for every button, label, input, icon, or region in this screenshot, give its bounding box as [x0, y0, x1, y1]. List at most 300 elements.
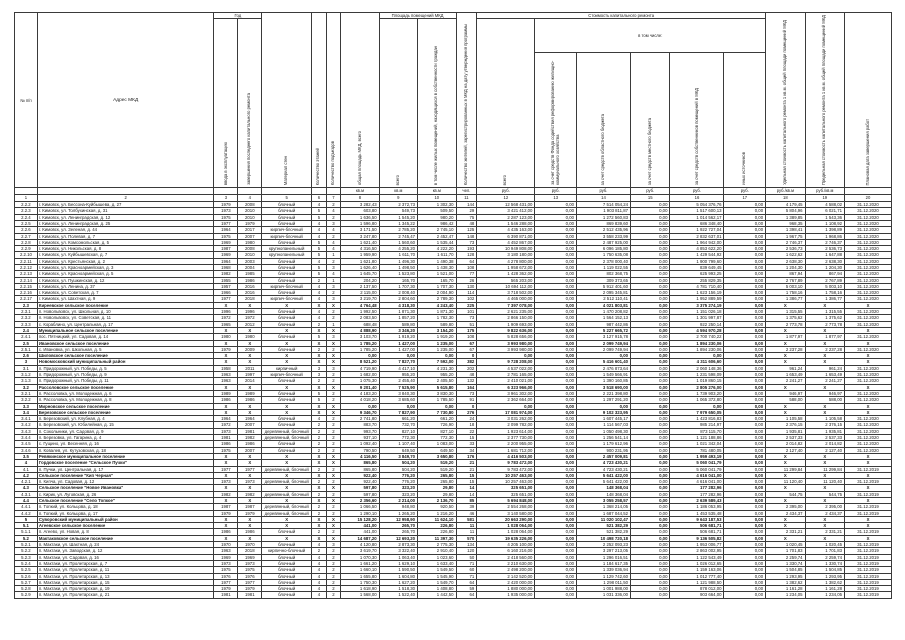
table-cell: 3 421 412,00 [477, 208, 535, 214]
table-cell: 5 227 665,72 [576, 327, 630, 333]
table-cell: блочный [262, 346, 312, 352]
address-cell: п. Рассоловка, ул. Молодежная, д. 6 [37, 390, 214, 396]
table-cell: X [262, 535, 312, 541]
table-cell: 0,00 [535, 290, 577, 296]
table-cell: 1977 [238, 579, 262, 585]
table-cell: 1 256 541,14 [576, 435, 630, 441]
table-cell: 1963 [214, 378, 238, 384]
table-cell: 1975 [214, 567, 238, 573]
table-cell: 1 655,80 [341, 573, 379, 579]
table-cell: 0,00 [724, 523, 766, 529]
table-cell: 2 [326, 510, 341, 516]
table-cell: 48 [456, 220, 477, 226]
address-cell: п. Придорожный, ул. Победы, д. 5 [37, 365, 214, 371]
table-cell: 0,00 [631, 340, 670, 346]
table-cell: 1987 [214, 246, 238, 252]
vertical-header: в том числе жилых помещений, находящихся в собственности граждан [433, 45, 439, 186]
table-cell: 0,00 [535, 340, 577, 346]
table-cell: крупнопанельный [262, 252, 312, 258]
table-cell: 0,00 [631, 309, 670, 315]
table-cell: 873 115,70 [670, 428, 724, 434]
table-cell: кирпич-блочный [262, 227, 312, 233]
table-cell: 6 096 185,80 [576, 246, 630, 252]
vertical-header: за счет средств собственников помещений в МКД [693, 87, 699, 186]
address-cell: Гордовское поселение "Сельское Пучки" [37, 460, 214, 466]
row-number-cell: 4.3 [15, 485, 38, 491]
row-number-cell: 2.2.17 [15, 296, 38, 302]
table-cell: 309 373,65 [576, 277, 630, 283]
table-cell: 165,70 [418, 277, 456, 283]
table-cell: 2011 [238, 365, 262, 371]
table-cell: блочный [262, 567, 312, 573]
table-cell: 0,00 [631, 384, 670, 390]
table-cell: 0,00 [535, 403, 577, 409]
table-cell: 4 255,20 [379, 246, 417, 252]
table-cell: 31.12.2020 [845, 271, 892, 277]
table-cell: 0 [456, 353, 477, 359]
table-cell: X [214, 340, 238, 346]
table-cell: X [312, 327, 327, 333]
table-cell: 1 075,30 [341, 378, 379, 384]
table-cell: 1 621,40 [341, 239, 379, 245]
table-cell: X [766, 409, 805, 415]
table-cell: 2 [312, 428, 327, 434]
table-cell: 2 457 009,81 [576, 453, 630, 459]
table-cell: 4 [312, 296, 327, 302]
table-cell: 4 021 803,81 [576, 302, 630, 308]
table-cell: 2 137,50 [341, 283, 379, 289]
table-cell: 0,00 [535, 529, 577, 535]
table-cell: 3 180 180,00 [477, 252, 535, 258]
table-cell: 4 [312, 542, 327, 548]
unit-cell: руб. [670, 188, 724, 195]
table-cell: 0,00 [724, 460, 766, 466]
address-cell: Агеевское сельское поселение [37, 523, 214, 529]
table-cell: 1 992,50 [341, 309, 379, 315]
table-cell: X [238, 327, 262, 333]
table-cell: 3 [312, 365, 327, 371]
table-cell: 50 [456, 554, 477, 560]
table-cell: 1975 [214, 233, 238, 239]
table-cell: 0,00 [724, 372, 766, 378]
table-cell: 14 [456, 491, 477, 497]
address-cell: пос. Пятницкий, ул. Садовая, д. 14 [37, 334, 214, 340]
table-cell: 101 [456, 309, 477, 315]
table-cell: 1 427,00 [379, 346, 417, 352]
table-cell: 0,00 [724, 321, 766, 327]
table-cell: X [214, 516, 238, 522]
table-cell: 1 647,88 [805, 252, 844, 258]
table-cell: 11 [456, 523, 477, 529]
table-cell: 120 [456, 548, 477, 554]
row-number-cell: 3.1 [15, 365, 38, 371]
table-cell: 1 661,20 [341, 560, 379, 566]
table-cell: X [238, 485, 262, 491]
table-cell: 726,90 [418, 422, 456, 428]
table-cell: 987 442,86 [576, 321, 630, 327]
table-cell: 2 004,90 [418, 290, 456, 296]
table-cell: 1 028 064,00 [477, 529, 535, 535]
unit-cell: руб. [724, 188, 766, 195]
table-cell: 31.12.2020 [845, 227, 892, 233]
table-cell: 0,00 [724, 573, 766, 579]
table-cell: X [845, 327, 892, 333]
table-cell: 4 [312, 315, 327, 321]
table-cell: 2 [326, 579, 341, 585]
table-cell: 1981 [238, 592, 262, 598]
table-cell: 0,00 [535, 321, 577, 327]
table-cell: X [766, 403, 805, 409]
table-cell: 3 322,40 [379, 548, 417, 554]
vertical-header: общая площадь МКД, всего [356, 130, 362, 186]
table-cell: 5 [312, 208, 327, 214]
table-cell: X [312, 384, 327, 390]
table-cell: 0,00 [724, 233, 766, 239]
table-cell: 0,00 [535, 491, 577, 497]
table-cell: 2 099 749,94 [576, 340, 630, 346]
table-cell: X [845, 384, 892, 390]
table-cell: 2 095 345,81 [576, 290, 630, 296]
table-cell: 382 [456, 359, 477, 365]
table-cell: X [326, 523, 341, 529]
row-number-cell: 2.4.1 [15, 334, 38, 340]
table-cell: 3 840,30 [379, 390, 417, 396]
address-cell: п. Новольвовск, ул. Советская, д. 11 [37, 315, 214, 321]
table-cell: 2 [326, 214, 341, 220]
table-cell: 2 099 749,94 [576, 346, 630, 352]
table-cell: 0,00 [631, 441, 670, 447]
table-cell: 2 127,40 [766, 447, 805, 453]
table-cell: 2 237,28 [805, 346, 844, 352]
table-cell: 2 455,40 [379, 378, 417, 384]
table-cell: 1 408,80 [418, 586, 456, 592]
table-cell: 77 [456, 271, 477, 277]
table-cell: 1979 [238, 510, 262, 516]
table-cell: 20 663 290,00 [477, 516, 535, 522]
table-cell: 2016 [238, 290, 262, 296]
table-cell: 1 871,30 [418, 309, 456, 315]
table-cell: X [326, 340, 341, 346]
table-cell: 4 537 022,00 [477, 365, 535, 371]
table-cell: 2 [312, 548, 327, 554]
table-cell: 31.12.2020 [845, 246, 892, 252]
table-cell: 0,00 [535, 327, 577, 333]
table-cell: 51 [456, 321, 477, 327]
table-cell: 4 116,50 [341, 453, 379, 459]
table-cell: 0,00 [535, 567, 577, 573]
table-cell: 0,00 [535, 220, 577, 226]
table-cell: 2010 [238, 214, 262, 220]
table-cell: 0,00 [631, 586, 670, 592]
address-cell: г. Кимовск, ул. Шахтная, д. 9 [37, 296, 214, 302]
table-cell: X [326, 409, 341, 415]
table-cell: X [312, 516, 327, 522]
table-cell: блочный [262, 397, 312, 403]
table-cell: 4 [312, 586, 327, 592]
table-cell: 0,00 [418, 403, 456, 409]
table-cell: 31.12.2020 [845, 265, 892, 271]
table-cell: 1 298 011,50 [576, 579, 630, 585]
table-cell: 1986 [214, 397, 238, 403]
address-cell: Березовское сельское поселение [37, 409, 214, 415]
table-cell: 2 259,74 [766, 554, 805, 560]
table-cell: X [238, 516, 262, 522]
table-cell: 108 [456, 334, 477, 340]
table-cell: X [326, 327, 341, 333]
table-cell: 588,00 [766, 397, 805, 403]
table-cell: X [262, 302, 312, 308]
table-cell: 2 127,40 [805, 447, 844, 453]
table-cell: 0,00 [631, 258, 670, 264]
table-cell: 4 452 867,00 [477, 239, 535, 245]
unit-cell: руб. [477, 188, 535, 195]
table-cell: 0,00 [535, 535, 577, 541]
table-cell: 1 453 535,48 [670, 510, 724, 516]
table-cell: 12 568 431,00 [477, 202, 535, 208]
table-cell: X [262, 497, 312, 503]
table-cell: 2 420 000,00 [477, 579, 535, 585]
row-number-cell: 3.2.1 [15, 390, 38, 396]
table-cell: 11 299,84 [805, 466, 844, 472]
table-cell: 4 [326, 208, 341, 214]
table-cell: 946,97 [805, 390, 844, 396]
table-cell: 18 [456, 422, 477, 428]
table-cell: 202 [456, 365, 477, 371]
table-cell: 1973 [214, 560, 238, 566]
table-cell: 0,00 [535, 485, 577, 491]
table-cell: 4 781 710,40 [670, 283, 724, 289]
table-cell: 31.12.2020 [845, 252, 892, 258]
table-cell: 1985 [238, 271, 262, 277]
table-cell: 1 701,83 [805, 548, 844, 554]
table-cell: 2 [312, 529, 327, 535]
row-number-cell: 4.4.2 [15, 510, 38, 516]
table-cell: 0,00 [724, 265, 766, 271]
column-number-cell: 8 [341, 195, 379, 202]
table-cell: 73 [456, 239, 477, 245]
table-cell: X [262, 523, 312, 529]
table-cell: 0,00 [535, 586, 577, 592]
table-cell: 31.12.2020 [845, 346, 892, 352]
row-number-cell: 2.2.6 [15, 227, 38, 233]
table-cell: 1989 [238, 390, 262, 396]
table-cell: 0,00 [631, 271, 670, 277]
table-cell: 1 564 152,13 [576, 315, 630, 321]
table-cell: 15 [456, 435, 477, 441]
table-cell: 73 [456, 390, 477, 396]
vertical-header: Предельная стоимость капитального ремонта 1 кв.м. общей площади помещений МКД [821, 15, 827, 186]
table-cell: 1975 [238, 567, 262, 573]
table-cell: X [262, 403, 312, 409]
table-cell: 1981 [214, 592, 238, 598]
table-cell: 0,00 [535, 378, 577, 384]
table-cell: блочный [262, 447, 312, 453]
row-number-cell: 3.4.4 [15, 435, 38, 441]
table-cell: блочный [262, 309, 312, 315]
table-cell: 0,00 [535, 504, 577, 510]
table-cell: 1 568,00 [341, 592, 379, 598]
address-cell: п. Мактаки, ул. Пролетарская, д. 7 [37, 560, 214, 566]
table-cell: 3 619,70 [341, 548, 379, 554]
table-cell: 0,00 [631, 573, 670, 579]
table-cell: 1 622,62 [766, 252, 805, 258]
table-cell: 0,00 [535, 258, 577, 264]
table-cell: 1 423 816,83 [670, 416, 724, 422]
table-cell: 2 [326, 422, 341, 428]
table-cell: 732,70 [379, 422, 417, 428]
table-cell: 993,70 [341, 428, 379, 434]
table-cell: 0,00 [631, 579, 670, 585]
table-cell: 2 252 093,23 [576, 542, 630, 548]
table-cell: кирпич-блочный [262, 283, 312, 289]
table-cell: X [214, 497, 238, 503]
table-cell: 9 102 323,95 [576, 409, 630, 415]
table-cell: 1980 [238, 239, 262, 245]
table-cell: блочный [262, 542, 312, 548]
table-cell: 1 398,89 [805, 227, 844, 233]
table-cell: 1 428 362,00 [477, 271, 535, 277]
table-cell: 441,00 [341, 523, 379, 529]
table-cell: 2 832 637,01 [670, 233, 724, 239]
table-cell: X [262, 453, 312, 459]
column-number-cell: 12 [477, 195, 535, 202]
table-cell: 0,00 [631, 208, 670, 214]
table-cell: 2 210 630,00 [477, 560, 535, 566]
table-cell: 2 372,73 [379, 202, 417, 208]
table-cell: 1 894 230,06 [670, 346, 724, 352]
table-cell: 1986 [214, 441, 238, 447]
table-cell: 1977 [214, 296, 238, 302]
table-cell: 64 [456, 592, 477, 598]
table-cell: 2 773,78 [805, 321, 844, 327]
table-cell: X [312, 535, 327, 541]
table-cell: 1 107,40 [379, 441, 417, 447]
address-cell: г. Кимовск, ул. Красноармейская, д. 5 [37, 271, 214, 277]
table-cell: 323,20 [379, 485, 417, 491]
table-cell: X [312, 359, 327, 365]
table-cell: 1 398,41 [766, 227, 805, 233]
table-cell: 0,00 [724, 315, 766, 321]
table-cell: 1 490,38 [418, 258, 456, 264]
table-cell: X [214, 535, 238, 541]
table-cell: 2 487 925,00 [576, 239, 630, 245]
table-cell: 1 701,83 [766, 548, 805, 554]
address-cell: г. Кимовск, ул. Никольская, д. 8 [37, 246, 214, 252]
table-cell: 2 536,73 [766, 246, 805, 252]
table-cell: 0,00 [631, 265, 670, 271]
table-cell: 2 [326, 447, 341, 453]
table-cell: 4 318,30 [379, 302, 417, 308]
table-cell: 0,00 [535, 309, 577, 315]
table-cell: 1 330,74 [805, 560, 844, 566]
table-cell: 2 378 000,40 [576, 258, 630, 264]
table-cell: 1 707,30 [379, 283, 417, 289]
address-cell: Рассоловское сельское поселение [37, 384, 214, 390]
table-cell: 5 [312, 390, 327, 396]
table-cell: 1 504,85 [766, 567, 805, 573]
table-cell: 790,50 [341, 447, 379, 453]
table-cell: 31.12.2019 [845, 542, 892, 548]
table-cell: 2 537,33 [805, 435, 844, 441]
table-cell: 4 [312, 283, 327, 289]
table-cell: 2 [312, 447, 327, 453]
table-cell: 867,94 [766, 271, 805, 277]
table-cell: 9 822 636,00 [477, 327, 535, 333]
table-cell: 0,00 [535, 353, 577, 359]
table-cell: X [766, 327, 805, 333]
table-cell: 0,00 [724, 353, 766, 359]
table-cell: 0,00 [670, 353, 724, 359]
col-no-header: № п/п [15, 13, 38, 188]
table-cell: 597,80 [341, 485, 379, 491]
table-cell: 11 [456, 529, 477, 535]
table-cell: 0,00 [724, 535, 766, 541]
table-cell: 0,00 [631, 372, 670, 378]
table-cell: X [238, 409, 262, 415]
table-cell: 5 060 041,79 [670, 466, 724, 472]
table-cell: 3 993 980,00 [477, 340, 535, 346]
table-cell: 1 315,55 [766, 309, 805, 315]
table-cell: 1 923 614,00 [477, 428, 535, 434]
table-cell: 589,80 [418, 321, 456, 327]
table-cell: 5 828 656,00 [477, 334, 535, 340]
table-cell: X [262, 384, 312, 390]
table-cell: 597,80 [341, 491, 379, 497]
table-cell: блочный [262, 258, 312, 264]
table-cell: 1 105,58 [766, 416, 805, 422]
table-cell: 0,00 [631, 510, 670, 516]
table-cell: 0,00 [631, 453, 670, 459]
table-cell: 0,00 [631, 296, 670, 302]
table-cell: 2 [326, 479, 341, 485]
table-cell: 1 953 006,77 [670, 542, 724, 548]
table-cell: 1 909 693,00 [477, 321, 535, 327]
table-cell: 1 375,62 [766, 315, 805, 321]
table-cell: 544,75 [766, 491, 805, 497]
table-cell: 14 [456, 485, 477, 491]
table-cell: 2 785,20 [379, 227, 417, 233]
table-cell: 1 315,55 [805, 309, 844, 315]
table-cell: 31.12.2019 [845, 504, 892, 510]
table-cell: 4 183,20 [341, 390, 379, 396]
table-cell: 2 410 021,00 [477, 378, 535, 384]
table-cell: 0,00 [535, 252, 577, 258]
table-cell: 1 442,50 [418, 592, 456, 598]
table-cell: 2 700 740,22 [670, 334, 724, 340]
table-cell: 2 775,30 [418, 542, 456, 548]
table-cell: 24 [456, 416, 477, 422]
table-cell: 0,00 [724, 567, 766, 573]
table-cell: 1979 [214, 346, 238, 352]
address-cell: Муниципальное сельское поселение [37, 327, 214, 333]
table-cell: 31.12.2020 [845, 416, 892, 422]
table-cell: 0,00 [631, 523, 670, 529]
table-cell: 5 003,10 [766, 283, 805, 289]
table-cell: 204,20 [341, 277, 379, 283]
row-number-cell: 2.2.10 [15, 252, 38, 258]
table-cell: 3 055 258,57 [576, 497, 630, 503]
address-cell: п. Мактаки, ул. Пролетарская, д. 11 [37, 567, 214, 573]
table-cell: 2 [326, 416, 341, 422]
table-cell: 134 [456, 542, 477, 548]
address-cell: п. Мактаки, ул. Пролетарская, д. 19 [37, 586, 214, 592]
table-cell: 225 [456, 302, 477, 308]
table-cell: 3 961 302,00 [477, 390, 535, 396]
table-cell: 1975 [214, 447, 238, 453]
table-cell: 3 [326, 283, 341, 289]
table-cell: X [238, 497, 262, 503]
table-cell: 3 346,20 [379, 327, 417, 333]
